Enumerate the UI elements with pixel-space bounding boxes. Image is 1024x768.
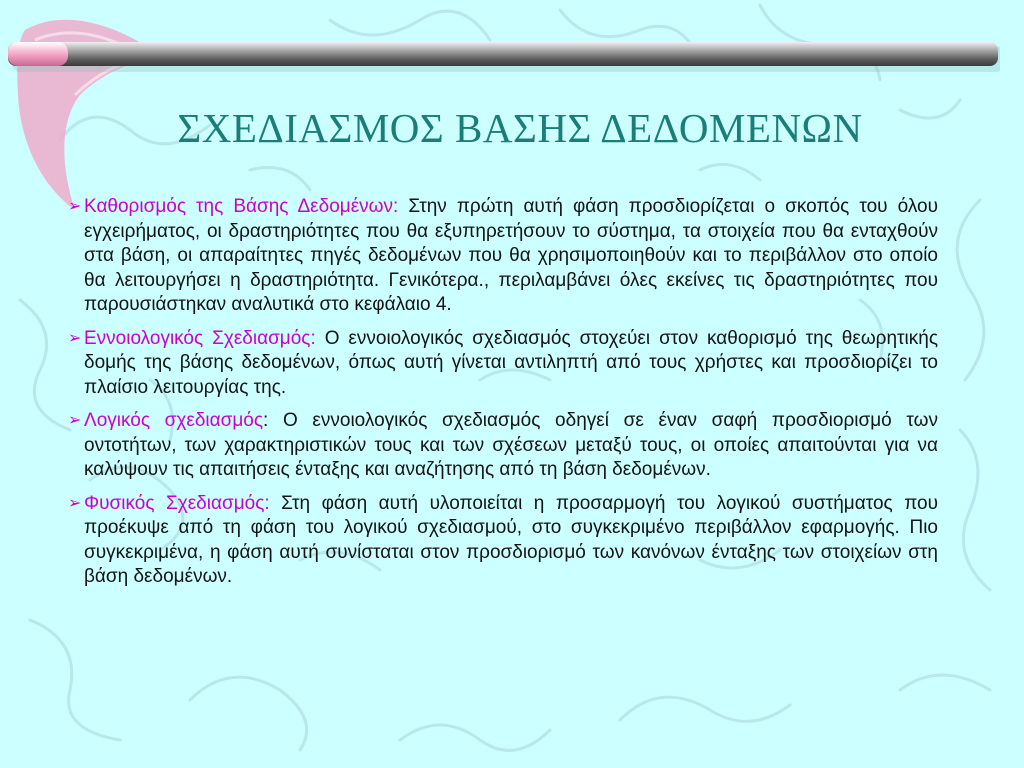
list-item-logical (68, 409, 938, 483)
title-bar-decoration (8, 42, 1000, 72)
list-item-definition (68, 195, 938, 318)
item-text: Ο εννοιολογικός σχεδιασμός στοχεύει στον καθορισμό της θεωρητικής δομής της βάσης δεδομένων, όπως αυτή γίνεται αντιληπτή από τους χρήστες και προσδιορίζει το πλαίσιο λειτουργίας της. (84, 327, 938, 398)
term-definition: Καθορισμός της Βάσης Δεδομένων: (84, 196, 399, 217)
term-conceptual: Εννοιολογικός Σχεδιασμός: (84, 327, 316, 349)
item-text: Στη φάση αυτή υλοποιείται η προσαρμογή του λογικού συστήματος που προέκυψε από τη φάση του λογικού σχεδιασμού, στο συγκεκριμένο περιβάλλον εφαρμογής. Πιο συγκεκριμένα, η φάση αυτή συνίσταται στον προσδιορισμό των κανόνων ένταξης των στοιχείων στη βάση δεδομένων. (84, 492, 938, 587)
list-item-physical (68, 492, 938, 590)
term-logical: Λογικός σχεδιασμός (84, 410, 263, 431)
arrow-bullet-icon: ➢ (68, 494, 82, 512)
bullet-list (68, 195, 938, 590)
arrow-bullet-icon: ➢ (68, 329, 82, 347)
list-item-conceptual (68, 327, 938, 401)
item-text: : Ο εννοιολογικός σχεδιασμός οδηγεί σε έναν σαφή προσδιορισμό των οντοτήτων, των χαρακτηριστικών τους και των σχέσεων μεταξύ τους, οι οποίες απαιτούνται για να καλύψουν τις απαιτήσεις ένταξης και αναζήτησης από τη βάση δεδομένων. (84, 410, 938, 480)
item-text: Στην πρώτη αυτή φάση προσδιορίζεται ο σκοπός του όλου εγχειρήματος, οι δραστηριότητες που θα εξυπηρετήσουν το σύστημα, τα στοιχεία που θα ενταχθούν στα βάση, οι απαραίτητες πηγές δεδομένων που θα χρησιμοποιηθούν και το περιβάλλον στο οποίο θα λειτουργήσει η δραστηριότητα. Γενικότερα., περιλαμβάνει όλες εκείνες τις δραστηριότητες που παρουσιάστηκαν αναλυτικά στο κεφάλαιο 4. (84, 196, 938, 315)
term-physical: Φυσικός Σχεδιασμός: (84, 492, 270, 514)
arrow-bullet-icon: ➢ (68, 198, 82, 215)
arrow-bullet-icon: ➢ (68, 412, 82, 429)
slide-title: ΣΧΕΔΙΑΣΜΟΣ ΒΑΣΗΣ ΔΕΔΟΜΕΝΩΝ (177, 105, 863, 151)
